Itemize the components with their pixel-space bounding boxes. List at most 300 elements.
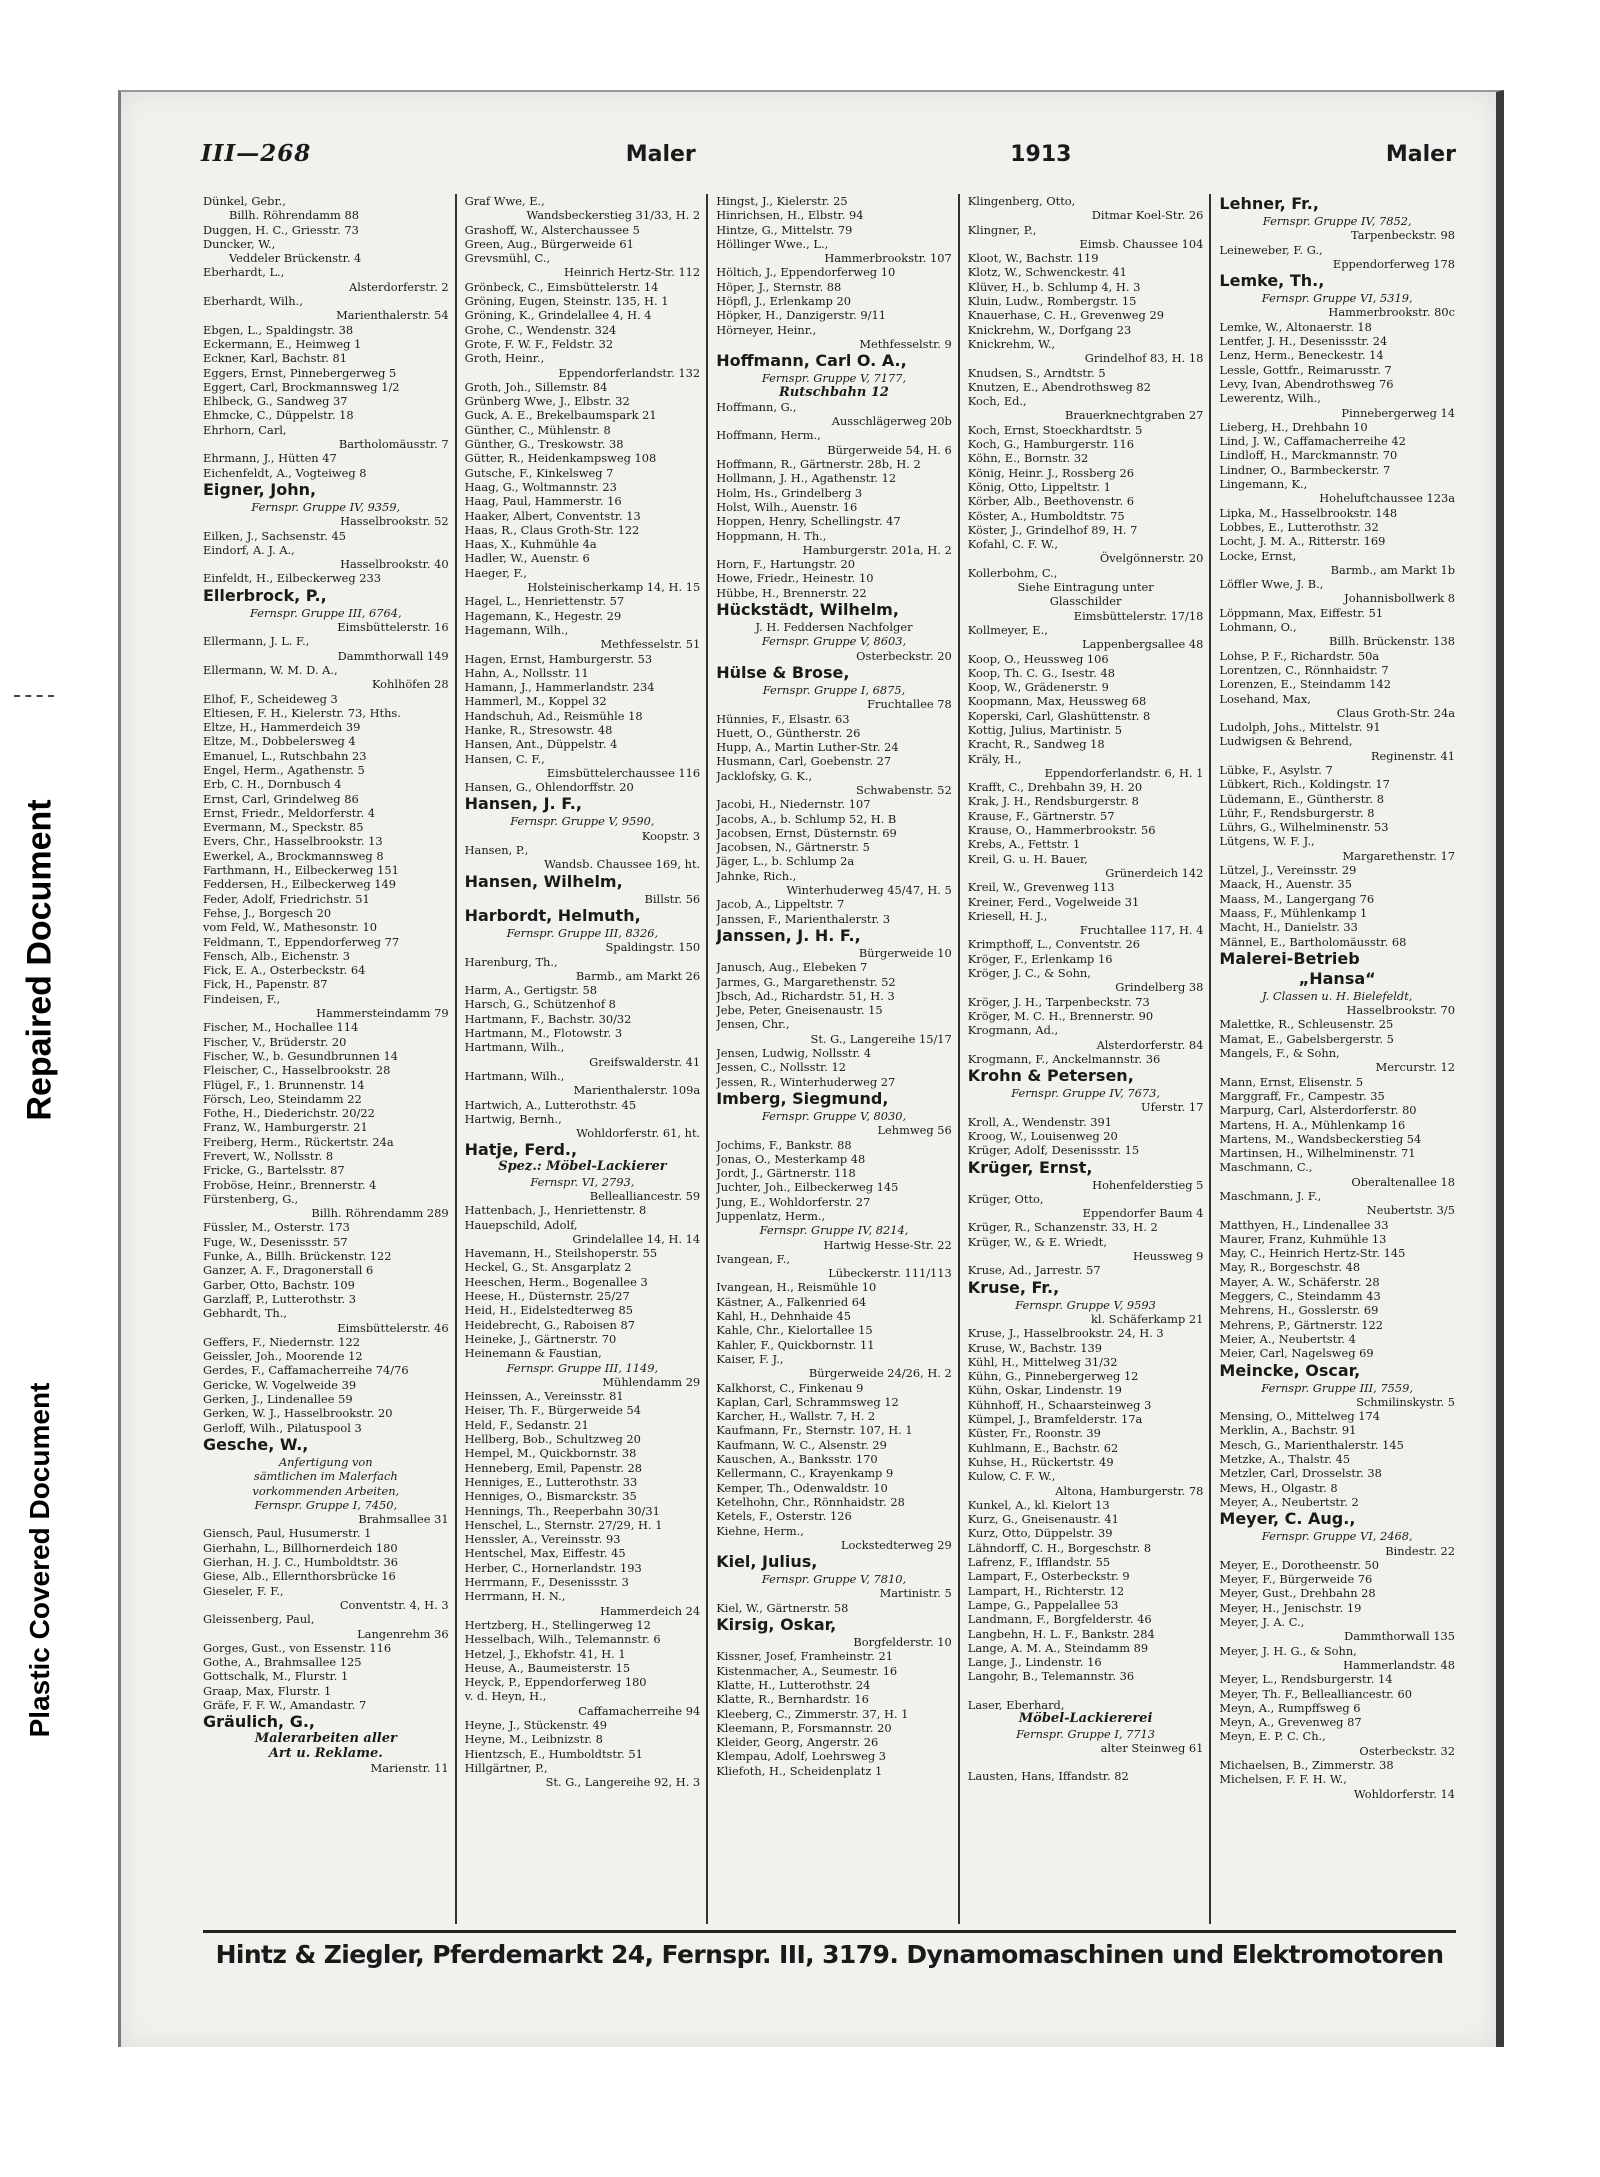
directory-entry: Hagel, L., Henriettenstr. 57 <box>464 594 625 609</box>
directory-entry: Greifswalderstr. 41 <box>589 1054 701 1069</box>
directory-entry: Ketels, F., Osterstr. 126 <box>716 1509 852 1524</box>
directory-entry: Kluin, Ludw., Rombergstr. 15 <box>967 294 1137 309</box>
directory-entry: Grindelhof 83, H. 18 <box>1084 351 1204 366</box>
directory-entry: Brauerknechtgraben 27 <box>1064 408 1204 423</box>
directory-entry: Lappenbergsallee 48 <box>1082 637 1204 652</box>
directory-entry: Husmann, Carl, Goebenstr. 27 <box>716 754 892 769</box>
directory-entry: Mehrens, P., Gärtnerstr. 122 <box>1219 1317 1383 1332</box>
directory-entry: Krogmann, F., Anckelmannstr. 36 <box>967 1051 1161 1066</box>
directory-entry: Ehmcke, C., Düppelstr. 18 <box>203 408 354 423</box>
directory-entry: Maass, F., Mühlenkamp 1 <box>1219 905 1368 920</box>
directory-entry: Fernspr. Gruppe III, 7559, <box>1261 1380 1413 1395</box>
directory-entry: Meyn, A., Grevenweg 87 <box>1219 1715 1362 1730</box>
column-1 <box>203 194 455 1924</box>
directory-entry: Hupp, A., Martin Luther-Str. 24 <box>716 740 899 755</box>
directory-entry: Juppenlatz, Herm., <box>716 1209 826 1223</box>
directory-entry: Jonas, O., Mesterkamp 48 <box>716 1151 866 1166</box>
directory-entry: Freiberg, Herm., Rückertstr. 24a <box>203 1134 394 1149</box>
header-left-word: Maler <box>625 142 696 167</box>
directory-entry: Eimsbüttelerstr. 17/18 <box>1073 608 1204 623</box>
directory-entry: Hientzsch, E., Humboldtstr. 51 <box>464 1746 643 1761</box>
directory-entry: Hammerlandstr. 48 <box>1343 1657 1455 1672</box>
directory-entry: Kurz, G., Gneisenaustr. 41 <box>967 1512 1119 1527</box>
directory-entry: Johannisbollwerk 8 <box>1344 591 1455 606</box>
directory-entry: Knutzen, E., Abendrothsweg 82 <box>967 379 1151 394</box>
directory-entry: Tarpenbeckstr. 98 <box>1351 228 1455 243</box>
directory-entry: Kröger, M. C. H., Brennerstr. 90 <box>967 1008 1154 1023</box>
directory-entry: Garber, Otto, Bachstr. 109 <box>203 1277 355 1292</box>
directory-entry: Janssen, F., Marienthalerstr. 3 <box>716 911 891 926</box>
directory-entry: Ellerbrock, P., <box>203 585 327 605</box>
directory-entry: Henschel, L., Sternstr. 27/29, H. 1 <box>464 1517 663 1532</box>
directory-entry: Lübkert, Rich., Koldingstr. 17 <box>1219 777 1390 792</box>
directory-entry: Kreil, W., Grevenweg 113 <box>967 880 1115 895</box>
directory-entry: Lobbes, E., Lutterothstr. 32 <box>1219 519 1379 534</box>
directory-entry: Oberaltenallee 18 <box>1351 1174 1455 1189</box>
directory-entry: Ernst, Carl, Grindelweg 86 <box>203 791 359 806</box>
directory-entry: Levy, Ivan, Abendrothsweg 76 <box>1219 376 1394 391</box>
directory-entry: Köhn, E., Bornstr. 32 <box>967 451 1089 466</box>
directory-entry: Fernspr. Gruppe III, 6764, <box>250 605 402 620</box>
directory-entry: Lewerentz, Wilh., <box>1219 391 1321 406</box>
directory-entry: Lüdemann, E., Güntherstr. 8 <box>1219 791 1384 806</box>
directory-entry: Wohldorferstr. 14 <box>1353 1786 1455 1801</box>
directory-entry: Kulow, C. F. W., <box>967 1469 1056 1484</box>
directory-entry: Meier, A., Neubertstr. 4 <box>1219 1331 1356 1346</box>
directory-entry: Hartwig, Bernh., <box>464 1111 562 1126</box>
directory-entry: Heineke, J., Gärtnerstr. 70 <box>464 1331 617 1346</box>
directory-entry: Duggen, H. C., Griesstr. 73 <box>203 222 359 237</box>
directory-entry: Hünnies, F., Elsastr. 63 <box>716 711 850 726</box>
directory-entry: Heid, H., Eidelstedterweg 85 <box>464 1303 633 1318</box>
directory-entry: Ketelhohn, Chr., Rönnhaidstr. 28 <box>716 1494 905 1509</box>
directory-entry: Ditmar Koel-Str. 26 <box>1091 208 1204 223</box>
side-divider <box>14 695 54 697</box>
directory-entry: Eimsbüttelerstr. 16 <box>337 620 449 635</box>
directory-entry: Barmb., am Markt 1b <box>1330 562 1455 577</box>
directory-entry: Krimpthoff, L., Conventstr. 26 <box>967 937 1140 952</box>
directory-entry: Lindner, O., Barmbeckerstr. 7 <box>1219 462 1391 477</box>
directory-entry: Grünerdeich 142 <box>1105 865 1204 880</box>
directory-entry: Fischer, V., Brüderstr. 20 <box>203 1034 347 1049</box>
directory-entry: Janssen, J. H. F., <box>716 925 861 945</box>
directory-entry: Lütgens, W. F. J., <box>1219 834 1315 849</box>
directory-entry: Bartholomäusstr. 7 <box>338 437 449 452</box>
directory-entry: Methfesselstr. 51 <box>600 637 701 652</box>
directory-entry: Koperski, Carl, Glashüttenstr. 8 <box>967 708 1151 723</box>
directory-entry: Hintze, G., Mittelstr. 79 <box>716 222 853 237</box>
directory-entry: Spez.: Möbel-Lackierer <box>498 1160 667 1175</box>
directory-entry: Harsch, G., Schützenhof 8 <box>464 997 616 1012</box>
directory-entry: Hansen, C. F., <box>464 751 545 766</box>
directory-entry: Marienstr. 11 <box>370 1760 449 1775</box>
directory-entry: Hartmann, M., Flotowstr. 3 <box>464 1026 623 1041</box>
directory-entry: Eckermann, E., Heimweg 1 <box>203 336 362 351</box>
directory-entry: Övelgönnerstr. 20 <box>1099 551 1204 566</box>
directory-entry: Kracht, R., Sandweg 18 <box>967 737 1105 752</box>
directory-entry: Lohmann, O., <box>1219 620 1297 635</box>
directory-entry: Art u. Reklame. <box>268 1746 383 1761</box>
directory-entry: Leineweber, F. G., <box>1219 242 1323 257</box>
directory-entry: Kiehne, Herm., <box>716 1523 804 1538</box>
directory-entry: Jensen, Chr., <box>716 1017 790 1032</box>
directory-entry: Kofahl, C. F. W., <box>967 537 1058 552</box>
directory-entry: Froböse, Heinr., Brennerstr. 4 <box>203 1177 377 1192</box>
directory-entry: Kollerbohm, C., <box>967 565 1058 580</box>
directory-entry: Lieberg, H., Drehbahn 10 <box>1219 419 1368 434</box>
directory-entry: Lührs, G., Wilhelminenstr. 53 <box>1219 820 1389 835</box>
directory-entry: Meier, Carl, Nagelsweg 69 <box>1219 1346 1374 1361</box>
directory-entry: Haeger, F., <box>464 565 527 580</box>
directory-entry: Ludolph, Johs., Mittelstr. 91 <box>1219 720 1381 735</box>
directory-entry: Kaiser, F. J., <box>716 1351 784 1366</box>
directory-entry: Kümpel, J., Bramfelderstr. 17a <box>967 1412 1143 1427</box>
directory-entry: Emanuel, L., Rutschbahn 23 <box>203 748 367 763</box>
directory-entry: Henniges, O., Bismarckstr. 35 <box>464 1489 637 1504</box>
directory-entry: Dammthorwall 135 <box>1344 1629 1455 1644</box>
directory-entry: Ivangean, F., <box>716 1251 791 1266</box>
directory-entry: Geissler, Joh., Moorende 12 <box>203 1349 363 1364</box>
directory-entry: Fruchtallee 117, H. 4 <box>1079 923 1204 938</box>
directory-entry: Lingemann, K., <box>1219 477 1308 492</box>
directory-entry: Lafrenz, F., Ifflandstr. 55 <box>967 1555 1111 1570</box>
directory-entry: Hansen, P., <box>464 843 529 858</box>
directory-entry: Kruse, J., Hasselbrookstr. 24, H. 3 <box>967 1326 1164 1341</box>
directory-entry: Hoppmann, H. Th., <box>716 528 827 543</box>
directory-entry: Billh. Röhrendamm 289 <box>311 1206 449 1221</box>
directory-entry: Gröning, K., Grindelallee 4, H. 4 <box>464 308 652 323</box>
directory-entry: Laser, Eberhard, <box>967 1697 1065 1712</box>
directory-entry: Ausschlägerweg 20b <box>831 414 952 429</box>
directory-entry: Lausten, Hans, Iffandstr. 82 <box>967 1769 1129 1784</box>
directory-entry: Billstr. 56 <box>644 891 701 906</box>
directory-entry: Mamat, E., Gabelsbergerstr. 5 <box>1219 1031 1394 1046</box>
directory-entry: Hollmann, J. H., Agathenstr. 12 <box>716 471 897 486</box>
directory-entry: Martinistr. 5 <box>879 1586 952 1601</box>
directory-entry: Koch, Ernst, Stoeckhardtstr. 5 <box>967 422 1143 437</box>
directory-entry: Koch, G., Hamburgerstr. 116 <box>967 437 1135 452</box>
directory-entry: Ehrmann, J., Hütten 47 <box>203 451 337 466</box>
directory-entry: Gebhardt, Th., <box>203 1306 287 1321</box>
directory-entry: Mews, H., Olgastr. 8 <box>1219 1480 1338 1495</box>
directory-entry: Hesselbach, Wilh., Telemannstr. 6 <box>464 1632 661 1647</box>
directory-entry: Jung, E., Wohldorferstr. 27 <box>716 1194 871 1209</box>
directory-entry: Lockstedterweg 29 <box>840 1537 952 1552</box>
directory-entry: Haag, G., Woltmannstr. 23 <box>464 479 617 494</box>
directory-entry: Herrmann, F., Desenissstr. 3 <box>464 1575 629 1590</box>
directory-entry: Marggraff, Fr., Campestr. 35 <box>1219 1088 1385 1103</box>
directory-entry: Krause, O., Hammerbrookstr. 56 <box>967 823 1156 838</box>
directory-entry: Mercurstr. 12 <box>1375 1060 1455 1075</box>
directory-entry: Fernspr. Gruppe IV, 7673, <box>1011 1086 1160 1101</box>
directory-entry: Köster, A., Humboldtstr. 75 <box>967 508 1125 523</box>
directory-entry: Frevert, W., Nollsstr. 8 <box>203 1149 334 1163</box>
directory-entry: Langohr, B., Telemannstr. 36 <box>967 1669 1135 1684</box>
directory-entry: Hammersteindamm 79 <box>316 1006 449 1021</box>
directory-entry: Kreil, G. u. H. Bauer, <box>967 851 1088 866</box>
directory-entry: Meyn, A., Rumpffsweg 6 <box>1219 1700 1361 1715</box>
directory-entry: König, Otto, Lippeltstr. 1 <box>967 479 1111 494</box>
directory-entry: Farthmann, H., Eilbeckerweg 151 <box>203 863 399 878</box>
directory-entry: Kahler, F., Quickbornstr. 11 <box>716 1337 875 1352</box>
directory-entry: Hartmann, Wilh., <box>464 1040 565 1055</box>
directory-entry: Heyck, P., Eppendorferweg 180 <box>464 1675 647 1690</box>
directory-entry: Bürgerweide 24/26, H. 2 <box>808 1366 952 1381</box>
directory-entry: Hammerl, M., Koppel 32 <box>464 694 607 709</box>
directory-entry: Hentschel, Max, Eiffestr. 45 <box>464 1546 626 1561</box>
directory-entry: vom Feld, W., Mathesonstr. 10 <box>203 920 377 935</box>
directory-entry: Jacobs, A., b. Schlump 52, H. B <box>716 811 897 826</box>
directory-entry: Lenz, Herm., Beneckestr. 14 <box>1219 348 1384 363</box>
directory-entry: Malerarbeiten aller <box>254 1732 397 1747</box>
directory-entry: Haas, R., Claus Groth-Str. 122 <box>464 522 640 537</box>
directory-entry: Kroog, W., Louisenweg 20 <box>967 1129 1118 1143</box>
directory-columns <box>203 194 1461 1924</box>
directory-entry: Wandsbeckerstieg 31/33, H. 2 <box>526 208 701 223</box>
directory-entry: Krohn & Petersen, <box>967 1066 1134 1086</box>
directory-entry: Kaplan, Carl, Schrammsweg 12 <box>716 1394 899 1409</box>
directory-entry: Grönbeck, C., Eimsbüttelerstr. 14 <box>464 279 659 294</box>
directory-entry: Jensen, Ludwig, Nollsstr. 4 <box>716 1046 872 1061</box>
directory-entry: Jahnke, Rich., <box>716 868 797 883</box>
directory-entry: Höltich, J., Eppendorferweg 10 <box>716 265 896 280</box>
directory-entry: Ehlbeck, G., Sandweg 37 <box>203 394 348 409</box>
directory-entry: Hückstädt, Wilhelm, <box>716 600 899 620</box>
directory-entry: Meggers, C., Steindamm 43 <box>1219 1289 1381 1304</box>
directory-entry: Barmb., am Markt 26 <box>575 968 701 983</box>
directory-entry: Fruchtallee 78 <box>867 697 952 712</box>
directory-entry: Einfeldt, H., Eilbeckerweg 233 <box>203 571 382 586</box>
directory-entry: Hagen, Ernst, Hamburgerstr. 53 <box>464 651 653 666</box>
directory-entry: Eggers, Ernst, Pinnebergerweg 5 <box>203 365 397 380</box>
directory-entry: Fleischer, C., Hasselbrookstr. 28 <box>203 1063 391 1078</box>
directory-entry: Garzlaff, P., Lutterothstr. 3 <box>203 1291 357 1306</box>
directory-entry: Klotz, W., Schwenckestr. 41 <box>967 265 1127 280</box>
directory-entry: Herrmann, H. N., <box>464 1589 566 1604</box>
directory-entry: Held, F., Sedanstr. 21 <box>464 1417 589 1432</box>
directory-entry: Knauerhase, C. H., Grevenweg 29 <box>967 308 1164 323</box>
directory-entry: Marienthalerstr. 109a <box>573 1083 701 1098</box>
directory-entry: St. G., Langereihe 92, H. 3 <box>545 1775 701 1790</box>
directory-entry: Hoheluftchaussee 123a <box>1319 491 1455 506</box>
directory-entry: Ludwigsen & Behrend, <box>1219 734 1353 749</box>
directory-entry: Meyer, H., Jenischstr. 19 <box>1219 1600 1362 1615</box>
directory-entry: Ewerkel, A., Brockmannsweg 8 <box>203 848 384 863</box>
directory-entry: Fehse, J., Borgesch 20 <box>203 905 332 920</box>
directory-entry: Schwabenstr. 52 <box>856 782 952 797</box>
directory-entry: Kohlhöfen 28 <box>371 677 449 692</box>
directory-entry: Schmilinskystr. 5 <box>1356 1394 1455 1409</box>
directory-entry: Locke, Ernst, <box>1219 548 1297 563</box>
directory-entry: Langbehn, H. L. F., Bankstr. 284 <box>967 1626 1155 1641</box>
directory-entry: Maschmann, J. F., <box>1219 1189 1322 1203</box>
directory-entry: Grünberg Wwe, J., Elbstr. 32 <box>464 394 630 409</box>
directory-entry: Hauepschild, Adolf, <box>464 1217 578 1232</box>
directory-entry: Klatte, H., Lutterothstr. 24 <box>716 1677 871 1692</box>
directory-entry: Heyne, J., Stückenstr. 49 <box>464 1717 607 1732</box>
directory-entry: Ebgen, L., Spaldingstr. 38 <box>203 322 354 337</box>
directory-entry: Kröger, J. C., & Sohn, <box>967 966 1091 981</box>
directory-entry: „Hansa“ <box>1298 968 1376 988</box>
directory-entry: Hartwig Hesse-Str. 22 <box>823 1237 952 1252</box>
directory-entry: Hamburgerstr. 201a, H. 2 <box>802 542 952 557</box>
directory-entry: Heckel, G., St. Ansgarplatz 2 <box>464 1260 632 1275</box>
directory-entry: Jebe, Peter, Gneisenaustr. 15 <box>716 1003 883 1018</box>
directory-entry: Graf Wwe, E., <box>464 194 545 208</box>
directory-entry: Lemke, Th., <box>1219 271 1325 291</box>
directory-entry: Winterhuderweg 45/47, H. 5 <box>786 883 952 898</box>
directory-entry: Lühr, F., Rendsburgerstr. 8 <box>1219 805 1375 820</box>
directory-entry: Hillgärtner, P., <box>464 1760 548 1775</box>
directory-entry: Jbsch, Ad., Richardstr. 51, H. 3 <box>716 988 895 1003</box>
directory-entry: Jessen, C., Nollsstr. 12 <box>716 1060 846 1075</box>
directory-entry: Wandsb. Chaussee 169, ht. <box>544 857 701 872</box>
directory-entry: Kottig, Julius, Martinistr. 5 <box>967 722 1123 737</box>
directory-entry: Hatje, Ferd., <box>464 1140 578 1160</box>
directory-entry: Harbordt, Helmuth, <box>464 905 641 925</box>
directory-entry: Geffers, F., Niedernstr. 122 <box>203 1334 360 1349</box>
directory-entry: Kloot, W., Bachstr. 119 <box>967 251 1099 266</box>
directory-entry: Mayer, A. W., Schäferstr. 28 <box>1219 1274 1380 1289</box>
directory-entry: Neubertstr. 3/5 <box>1366 1203 1455 1218</box>
directory-entry: Handschuh, Ad., Reismühle 18 <box>464 708 643 723</box>
directory-entry: Green, Aug., Bürgerweide 61 <box>464 236 634 251</box>
directory-entry: Gieseler, F. F., <box>203 1583 284 1598</box>
directory-entry: Henssler, A., Vereinsstr. 93 <box>464 1532 621 1547</box>
directory-entry: Krüger, Adolf, Desenissstr. 15 <box>967 1143 1140 1158</box>
directory-entry: Krafft, C., Drehbahn 39, H. 20 <box>967 780 1143 795</box>
directory-entry: Conventstr. 4, H. 3 <box>339 1597 449 1612</box>
directory-entry: Huett, O., Güntherstr. 26 <box>716 725 861 740</box>
directory-entry: Knickrehm, W., Dorfgang 23 <box>967 322 1132 337</box>
column-3 <box>706 194 958 1924</box>
directory-entry: Gorges, Gust., von Essenstr. 116 <box>203 1640 392 1655</box>
advertisement-footer: Hintz & Ziegler, Pferdemarkt 24, Fernspr. III, 3179. Dynamomaschinen und Elektromotoren <box>215 1940 1444 1969</box>
directory-entry: Fernspr. Gruppe V, 7177, <box>761 371 907 386</box>
directory-entry: Eberhardt, L., <box>203 265 285 280</box>
directory-entry: Höper, J., Sternstr. 88 <box>716 279 842 294</box>
directory-entry: Gesche, W., <box>203 1434 309 1454</box>
directory-entry: Hattenbach, J., Henriettenstr. 8 <box>464 1203 647 1218</box>
directory-entry: Hoffmann, R., Gärtnerstr. 28b, H. 2 <box>716 457 921 472</box>
directory-entry: Knickrehm, W., <box>967 336 1056 351</box>
directory-entry: Klingenberg, Otto, <box>967 194 1076 208</box>
directory-entry: Kästner, A., Falkenried 64 <box>716 1294 867 1309</box>
directory-entry: Herber, C., Hornerlandstr. 193 <box>464 1560 642 1575</box>
directory-entry: Duncker, W., <box>203 236 276 251</box>
directory-entry: J. H. Feddersen Nachfolger <box>755 620 913 635</box>
directory-entry: Krüger, Ernst, <box>967 1157 1093 1177</box>
directory-entry: Kühn, G., Pinnebergerweg 12 <box>967 1369 1139 1384</box>
running-header <box>201 140 1456 180</box>
directory-entry: Jessen, R., Winterhuderweg 27 <box>716 1074 896 1089</box>
directory-entry: Bellealliancestr. 59 <box>589 1189 701 1203</box>
directory-entry: Eppendorferlandstr. 6, H. 1 <box>1044 765 1204 780</box>
directory-entry: Hellberg, Bob., Schultzweg 20 <box>464 1432 641 1447</box>
directory-entry: Martinsen, H., Wilhelminenstr. 71 <box>1219 1146 1416 1161</box>
directory-entry: Lehner, Fr., <box>1219 194 1319 213</box>
directory-entry: Meyer, J. A. C., <box>1219 1615 1305 1630</box>
directory-entry: Metzke, A., Thalstr. 45 <box>1219 1452 1351 1467</box>
directory-entry: Meyer, A., Neubertstr. 2 <box>1219 1494 1359 1509</box>
directory-entry: Martens, H. A., Mühlenkamp 16 <box>1219 1117 1406 1132</box>
directory-entry: Marienthalerstr. 54 <box>336 308 449 323</box>
directory-entry: Claus Groth-Str. 24a <box>1336 705 1455 720</box>
directory-entry: Mann, Ernst, Elisenstr. 5 <box>1219 1074 1364 1089</box>
directory-entry: Mangels, F., & Sohn, <box>1219 1046 1340 1061</box>
directory-entry: Jacobi, H., Niedernstr. 107 <box>716 797 871 812</box>
directory-entry: Uferstr. 17 <box>1141 1100 1204 1115</box>
directory-entry: Meyer, L., Rendsburgerstr. 14 <box>1219 1672 1393 1687</box>
directory-entry: Marpurg, Carl, Alsterdorferstr. 80 <box>1219 1103 1417 1118</box>
directory-entry: Fernspr. Gruppe IV, 9359, <box>251 499 401 514</box>
directory-entry: Hetzel, J., Ekhofstr. 41, H. 1 <box>464 1646 626 1661</box>
directory-entry: Siehe Eintragung unter <box>1017 580 1154 595</box>
directory-entry: Caffamacherreihe 94 <box>578 1703 701 1718</box>
directory-entry: Klüver, H., b. Schlump 4, H. 3 <box>967 279 1141 294</box>
directory-entry: Heiser, Th. F., Bürgerweide 54 <box>464 1403 642 1418</box>
directory-entry: Günther, G., Treskowstr. 38 <box>464 437 624 452</box>
directory-entry: Meincke, Oscar, <box>1219 1360 1361 1380</box>
directory-entry: Eppendorferweg 178 <box>1332 256 1455 271</box>
directory-entry: Grindelallee 14, H. 14 <box>572 1231 701 1246</box>
directory-entry: Kuhlmann, E., Bachstr. 62 <box>967 1440 1119 1455</box>
directory-entry: Mensing, O., Mittelweg 174 <box>1219 1409 1381 1424</box>
directory-entry: Dünkel, Gebr., <box>203 194 286 208</box>
directory-entry: Ernst, Friedr., Meldorferstr. 4 <box>203 805 375 820</box>
directory-entry: Kirsig, Oskar, <box>716 1615 837 1635</box>
directory-entry: Kistenmacher, A., Seumestr. 16 <box>716 1663 898 1678</box>
directory-entry: Jacobsen, Ernst, Düsternstr. 69 <box>716 825 897 840</box>
directory-entry: Fischer, W., b. Gesundbrunnen 14 <box>203 1048 398 1063</box>
directory-entry: Klingner, P., <box>967 222 1037 237</box>
directory-entry: Krause, F., Gärtnerstr. 57 <box>967 808 1115 823</box>
directory-entry: Eilken, J., Sachsenstr. 45 <box>203 528 346 543</box>
directory-entry: Osterbeckstr. 20 <box>856 648 952 663</box>
directory-entry: Alsterdorferstr. 84 <box>1096 1037 1204 1052</box>
directory-entry: Borgfelderstr. 10 <box>853 1635 952 1650</box>
directory-entry: Heyne, M., Leibnizstr. 8 <box>464 1732 603 1747</box>
directory-entry: Gierhan, H. J. C., Humboldtstr. 36 <box>203 1555 398 1570</box>
directory-entry: Fernspr. Gruppe V, 9593 <box>1015 1297 1156 1312</box>
directory-entry: Brahmsallee 31 <box>358 1512 449 1527</box>
directory-entry: Koop, O., Heussweg 106 <box>967 651 1109 666</box>
directory-entry: Grohe, C., Wendenstr. 324 <box>464 322 617 337</box>
directory-entry: Knudsen, S., Arndtstr. 5 <box>967 365 1106 380</box>
directory-entry: Horn, F., Hartungstr. 20 <box>716 557 856 572</box>
directory-entry: Erb, C. H., Dornbusch 4 <box>203 777 342 792</box>
directory-entry: Höllinger Wwe., L., <box>716 236 829 251</box>
directory-entry: Groth, Joh., Sillemstr. 84 <box>464 379 608 394</box>
directory-entry: Fernspr. Gruppe I, 6875, <box>762 682 906 697</box>
directory-entry: Mühlendamm 29 <box>602 1374 701 1389</box>
directory-entry: Billh. Brückenstr. 138 <box>1329 634 1455 649</box>
directory-entry: Fricke, G., Bartelsstr. 87 <box>203 1163 345 1178</box>
directory-entry: Hammerbrookstr. 107 <box>824 251 952 266</box>
directory-entry: Hasselbrookstr. 40 <box>340 557 449 572</box>
directory-entry: Kissner, Josef, Framheinstr. 21 <box>716 1649 893 1664</box>
directory-entry: Eberhardt, Wilh., <box>203 294 303 309</box>
directory-entry: Hörneyer, Heinr., <box>716 322 817 337</box>
directory-entry: Gierhahn, L., Billhornerdeich 180 <box>203 1540 398 1555</box>
directory-entry: Kollmeyer, E., <box>967 622 1048 637</box>
directory-entry: Spaldingstr. 150 <box>605 940 701 955</box>
directory-entry: Lützel, J., Vereinsstr. 29 <box>1219 863 1357 878</box>
directory-entry: Möbel-Lackiererei <box>1018 1712 1153 1727</box>
directory-entry: Kiel, Julius, <box>716 1552 818 1572</box>
directory-entry: Fuge, W., Desenissstr. 57 <box>203 1234 348 1249</box>
directory-entry: Michelsen, F. F. H. W., <box>1219 1772 1347 1787</box>
